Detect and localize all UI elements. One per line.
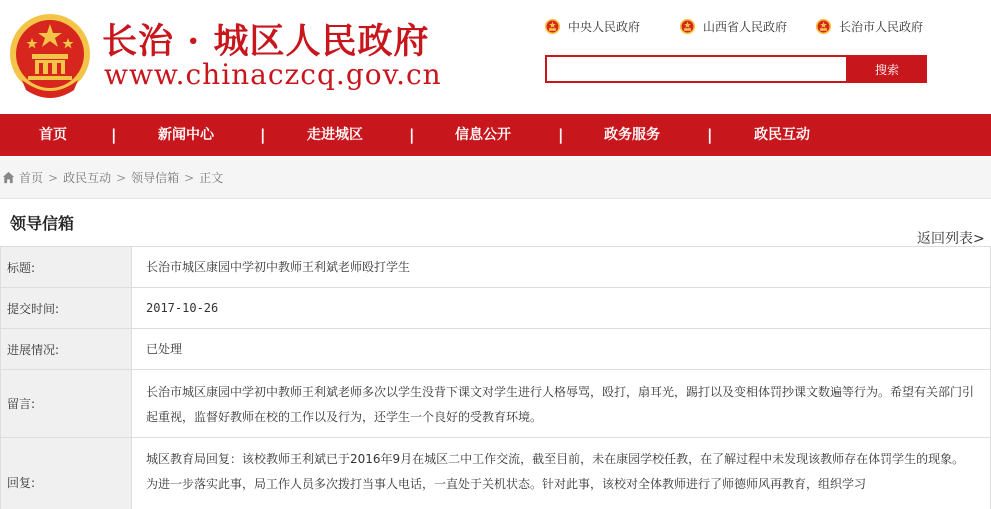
gov-link-shanxi[interactable] [679, 18, 787, 35]
gov-link-label: 长治市人民政府 [839, 20, 924, 34]
search-input[interactable] [547, 57, 846, 81]
breadcrumb-separator: > [116, 170, 127, 185]
breadcrumb [0, 157, 991, 199]
title-value: 长治市城区康园中学初中教师王利斌老师殴打学生 [132, 247, 991, 288]
message-label: 留言: [1, 370, 132, 438]
national-emblem-icon [8, 10, 92, 98]
search-button[interactable]: 搜索 [847, 55, 927, 83]
breadcrumb-interaction[interactable]: 政民互动 [63, 171, 112, 185]
nav-separator: | [707, 126, 713, 144]
nav-item-services[interactable]: 政务服务 [604, 127, 660, 143]
home-icon [2, 171, 15, 184]
nav-item-home[interactable]: 首页 [39, 127, 67, 143]
table-row [1, 329, 991, 370]
main-nav [0, 114, 991, 156]
nav-item-about[interactable]: 走进城区 [307, 127, 363, 143]
site-title: 长治 · 城区人民政府 [102, 21, 430, 62]
gov-link-label: 中央人民政府 [568, 20, 641, 34]
nav-item-news[interactable]: 新闻中心 [158, 127, 214, 143]
nav-separator: | [409, 126, 415, 144]
section-title: 领导信箱 [10, 214, 75, 233]
reply-value: 城区教育局回复：该校教师王利斌已于2016年9月在城区二中工作交流，截至目前，未在康园学校任教，在了解过程中未发现该教师存在体罚学生的现象。为进一步落实此事，局工作人员多次拨打当事人电话，一直处于关机状态。针对此事，该校对全体教师进行了师德师风再教育，组织学习 [132, 438, 991, 509]
reply-label: 回复: [1, 438, 132, 509]
breadcrumb-mailbox[interactable]: 领导信箱 [131, 171, 180, 185]
emblem-icon [679, 18, 696, 35]
back-to-list-link[interactable]: 返回列表> [917, 231, 985, 247]
emblem-icon [544, 18, 561, 35]
site-url: www.chinaczcq.gov.cn [104, 58, 442, 91]
date-value: 2017-10-26 [132, 288, 991, 329]
gov-links [544, 18, 984, 38]
gov-link-central[interactable] [544, 18, 640, 35]
status-value: 已处理 [132, 329, 991, 370]
search-box [545, 55, 848, 83]
breadcrumb-home[interactable]: 首页 [19, 171, 44, 185]
site-header [0, 0, 991, 114]
table-row [1, 288, 991, 329]
letter-detail-table [0, 246, 991, 509]
table-row [1, 438, 991, 509]
message-value: 长治市城区康园中学初中教师王利斌老师多次以学生没背下课文对学生进行人格辱骂，殴打，扇耳光，踢打以及变相体罚抄课文数遍等行为。希望有关部门引起重视，监督好教师在校的工作以及行为，还学生一个良好的受教育环境。 [132, 370, 991, 438]
breadcrumb-separator: > [184, 170, 195, 185]
nav-separator: | [558, 126, 564, 144]
nav-item-interaction[interactable]: 政民互动 [754, 127, 810, 143]
nav-separator: | [260, 126, 266, 144]
table-row [1, 370, 991, 438]
breadcrumb-separator: > [48, 170, 59, 185]
status-label: 进展情况: [1, 329, 132, 370]
emblem-icon [815, 18, 832, 35]
gov-link-label: 山西省人民政府 [703, 20, 788, 34]
title-label: 标题: [1, 247, 132, 288]
nav-separator: | [111, 126, 117, 144]
table-row [1, 247, 991, 288]
date-label: 提交时间: [1, 288, 132, 329]
breadcrumb-current: 正文 [199, 171, 224, 185]
gov-link-changzhi[interactable] [815, 18, 923, 35]
nav-item-info-disclosure[interactable]: 信息公开 [455, 127, 511, 143]
